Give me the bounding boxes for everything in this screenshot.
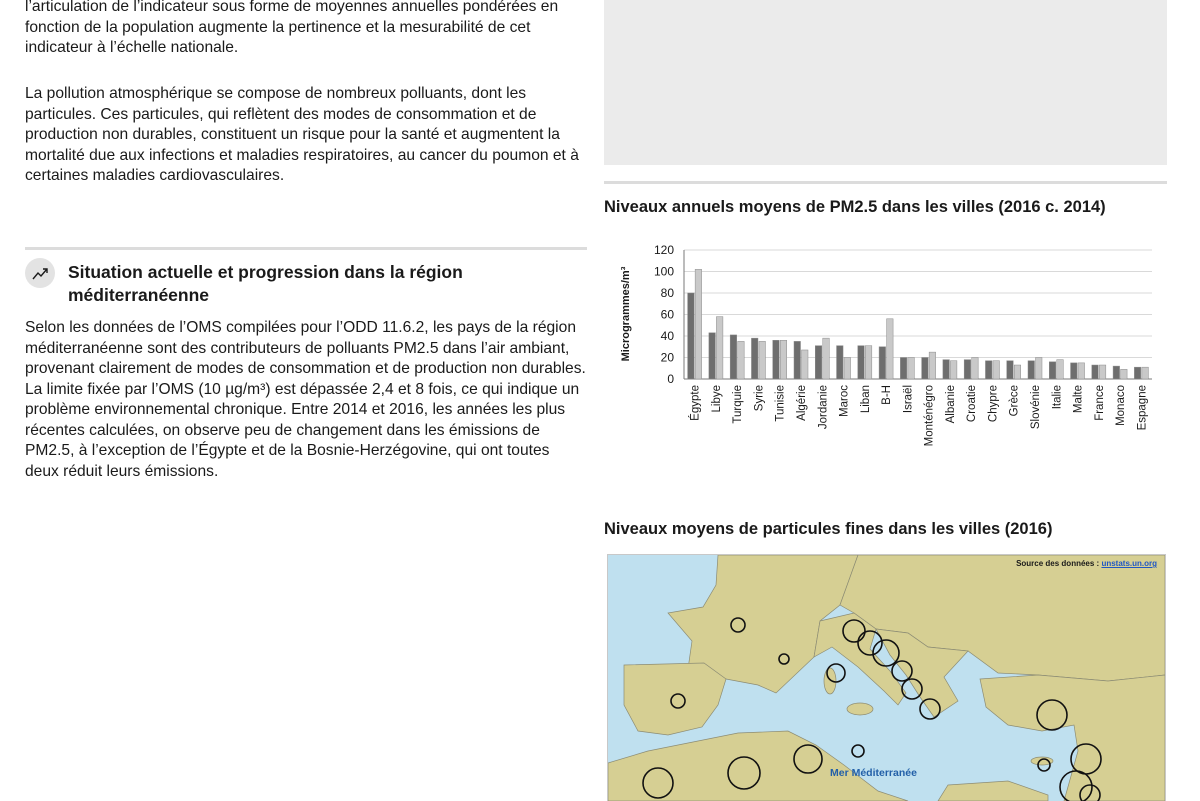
sea-label: Mer Méditerranée bbox=[830, 767, 917, 779]
bar-2014 bbox=[1014, 365, 1021, 379]
x-tick-label: Croatie bbox=[966, 385, 979, 423]
bar-2014 bbox=[929, 352, 936, 379]
x-tick-label: Grèce bbox=[1008, 385, 1021, 417]
sardinia-land bbox=[824, 668, 836, 694]
bar-2014 bbox=[1142, 367, 1149, 379]
trend-up-icon bbox=[25, 258, 55, 288]
paragraph-situation: Selon les données de l’OMS compilées pour l’ODD 11.6.2, les pays de la région méditerranéenne sont des contributeurs de polluants PM2.5 dans l’air ambiant, provenant clairement de modes de consommation et de production non durables. La limite fixée par l’OMS (10 µg/m³) est dépassée 2,4 et 8 fois, ce qui indique un problème environnemental chronique. Entre 2014 et 2016, les années les plus récentes calculées, on observe peu de changement dans les émissions de PM2.5, à l’exception de l’Égypte et de la Bosnie-Herzégovine, qui ont toutes deux réduit leurs émissions. bbox=[25, 319, 586, 480]
bar-2016 bbox=[1028, 361, 1035, 379]
x-tick-label: Égypte bbox=[689, 385, 702, 421]
bar-2014 bbox=[950, 361, 957, 379]
bar-2014 bbox=[695, 269, 702, 379]
bar-2014 bbox=[780, 340, 787, 379]
bar-2014 bbox=[716, 317, 723, 379]
y-tick-label: 60 bbox=[660, 307, 674, 322]
bar-2016 bbox=[815, 346, 822, 379]
bar-2014 bbox=[738, 341, 745, 379]
map-title: Niveaux moyens de particules fines dans les villes (2016) bbox=[604, 520, 1053, 538]
section-title: Situation actuelle et progression dans la région méditerranéenne bbox=[68, 262, 463, 305]
chart-title: Niveaux annuels moyens de PM2.5 dans les villes (2016 c. 2014) bbox=[604, 198, 1106, 216]
bar-2016 bbox=[900, 358, 907, 380]
bar-2014 bbox=[993, 361, 1000, 379]
bar-2014 bbox=[823, 338, 830, 379]
x-tick-label: Syrie bbox=[753, 385, 766, 412]
y-tick-label: 80 bbox=[660, 286, 674, 300]
y-tick-label: 40 bbox=[660, 329, 674, 343]
bar-2016 bbox=[985, 361, 992, 379]
pm25-bar-chart bbox=[604, 238, 1164, 470]
x-tick-label: Monténégro bbox=[923, 385, 936, 447]
bar-2016 bbox=[943, 360, 950, 379]
x-tick-label: Turquie bbox=[732, 385, 745, 424]
bar-2016 bbox=[922, 358, 929, 380]
y-axis-label: Microgrammes/m³ bbox=[620, 266, 632, 362]
figure-placeholder bbox=[604, 0, 1167, 165]
bar-2016 bbox=[1092, 365, 1099, 379]
map-source bbox=[1016, 559, 1157, 568]
bar-2014 bbox=[802, 350, 809, 379]
x-tick-label: Liban bbox=[859, 385, 872, 414]
bar-2016 bbox=[751, 338, 758, 379]
bar-2014 bbox=[759, 341, 766, 379]
map-graphic bbox=[608, 555, 1165, 801]
section-divider bbox=[25, 247, 587, 250]
map-source-link[interactable]: unstats.un.org bbox=[1101, 559, 1157, 568]
x-tick-label: Malte bbox=[1072, 385, 1085, 414]
bar-2014 bbox=[1099, 365, 1106, 379]
bar-2016 bbox=[1007, 361, 1014, 379]
x-tick-label: Tunisie bbox=[774, 385, 787, 422]
y-tick-label: 100 bbox=[653, 264, 674, 279]
x-tick-label: Italie bbox=[1051, 385, 1064, 410]
bar-2016 bbox=[1113, 366, 1120, 379]
bar-2014 bbox=[887, 319, 894, 379]
bar-2014 bbox=[1078, 363, 1085, 379]
x-tick-label: Slovénie bbox=[1030, 385, 1042, 430]
bar-2014 bbox=[1036, 358, 1043, 380]
bar-2016 bbox=[1049, 362, 1056, 379]
x-tick-label: France bbox=[1093, 385, 1106, 421]
x-tick-label: Jordanie bbox=[817, 385, 830, 430]
x-tick-label: Maroc bbox=[838, 385, 851, 417]
bar-2014 bbox=[865, 346, 872, 379]
sicily-land bbox=[847, 703, 873, 715]
x-tick-label: Espagne bbox=[1136, 385, 1149, 431]
chart-divider bbox=[604, 181, 1167, 184]
bar-2014 bbox=[1057, 360, 1064, 379]
y-tick-label: 20 bbox=[660, 350, 674, 365]
bar-2014 bbox=[972, 358, 979, 380]
x-tick-label: Albanie bbox=[944, 385, 957, 424]
y-tick-label: 120 bbox=[653, 243, 674, 257]
bar-2016 bbox=[879, 347, 886, 379]
pm-map bbox=[607, 554, 1166, 801]
bar-2016 bbox=[858, 346, 865, 379]
map-source-label: Source des données : bbox=[1016, 559, 1100, 568]
bar-2016 bbox=[964, 360, 971, 379]
x-tick-label: Libye bbox=[710, 385, 723, 413]
bar-2016 bbox=[1134, 367, 1141, 379]
bar-2016 bbox=[688, 293, 695, 379]
bar-2014 bbox=[844, 358, 851, 380]
chart-labels bbox=[689, 385, 1149, 447]
x-tick-label: B-H bbox=[881, 385, 894, 405]
bar-2014 bbox=[1121, 369, 1128, 379]
x-tick-label: Algérie bbox=[796, 385, 808, 421]
chart-bars bbox=[688, 269, 1149, 379]
paragraph-pollution: La pollution atmosphérique se compose de nombreux polluants, dont les particules. Ces particules, qui reflètent des modes de consommation et de production non durables, constituent un risque pour la santé et augmentent la mortalité due aux infections et maladies respiratoires, au cancer du poumon et à certaines maladies cardiovasculaires. bbox=[25, 85, 579, 184]
x-tick-label: Israël bbox=[902, 385, 915, 414]
bar-2014 bbox=[908, 358, 915, 380]
bar-2016 bbox=[1071, 363, 1078, 379]
bar-2016 bbox=[709, 333, 716, 379]
bar-2016 bbox=[837, 346, 844, 379]
x-tick-label: Chypre bbox=[987, 385, 1000, 423]
bar-2016 bbox=[794, 341, 801, 379]
x-tick-label: Monaco bbox=[1115, 385, 1128, 426]
y-tick-label: 0 bbox=[667, 372, 674, 386]
paragraph-intro: l’articulation de l’indicateur sous forme de moyennes annuelles pondérées en fonction de la population augmente la pertinence et la mesurabilité de cet indicateur à l’échelle nationale. bbox=[25, 0, 559, 56]
bar-2016 bbox=[773, 340, 780, 379]
bar-2016 bbox=[730, 335, 737, 379]
